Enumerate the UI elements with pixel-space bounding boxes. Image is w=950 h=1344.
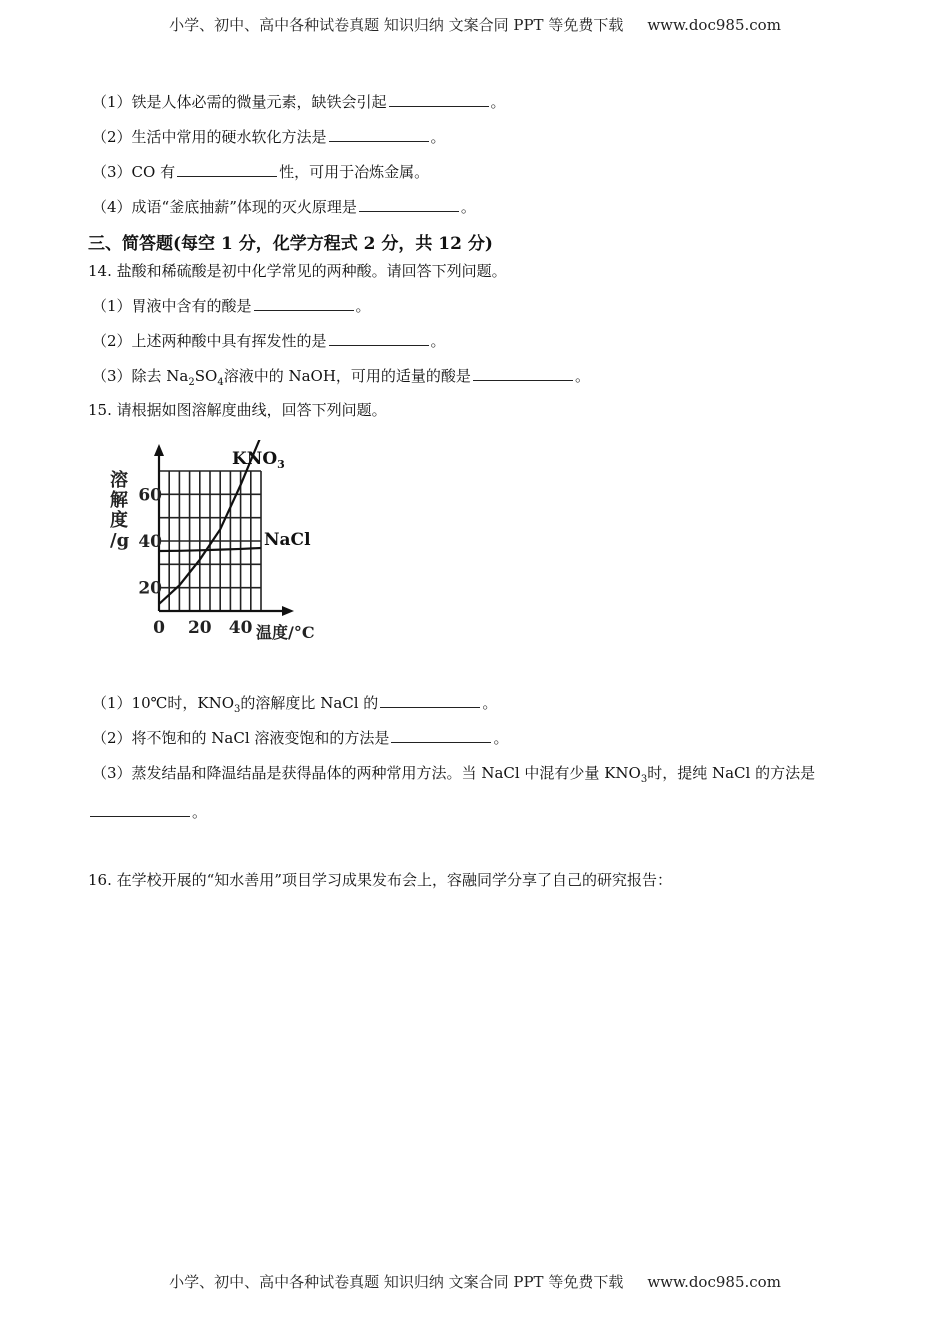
answer-blank[interactable] (380, 693, 480, 708)
series-label-kno3-subscript: 3 (277, 458, 285, 471)
q13-part3 (92, 161, 429, 182)
x-tick-label: 40 (228, 618, 253, 638)
answer-blank[interactable] (389, 92, 489, 107)
y-axis-arrow (154, 444, 164, 456)
y-tick-label: 20 (138, 578, 162, 599)
series-label-kno3: $KNO_3$ (232, 449, 285, 471)
q15-part1-end: 。 (482, 694, 498, 712)
header-text: 小学、初中、高中各种试卷真题 知识归纳 文案合同 PPT 等免费下载 (169, 16, 624, 34)
y-axis-label-char: /g (110, 530, 130, 551)
q13-part1-text: （1）铁是人体必需的微量元素，缺铁会引起 (92, 93, 387, 111)
q13-part3-end: 性，可用于冶炼金属。 (279, 163, 430, 181)
q14-part2-text: （2）上述两种酸中具有挥发性的是 (92, 332, 327, 350)
x-axis-arrow (282, 606, 294, 616)
y-axis-label-char: 解 (110, 490, 128, 511)
solubility-chart (104, 440, 344, 645)
q14-part3-text: （3）除去 Na (92, 367, 189, 385)
q15-part2-text: （2）将不饱和的 NaCl 溶液变饱和的方法是 (92, 729, 390, 747)
y-tick-label: 40 (138, 532, 162, 552)
subscript: 2 (188, 377, 195, 388)
q15-stem: 15. 请根据如图溶解度曲线，回答下列问题。 (88, 401, 387, 419)
q15-part3-text: （3）蒸发结晶和降温结晶是获得晶体的两种常用方法。当 NaCl 中混有少量 KNO (92, 764, 641, 782)
q14-part3 (92, 365, 590, 388)
x-tick-label: 20 (187, 618, 212, 638)
q13-part1 (92, 91, 506, 112)
q15-part3-end: 。 (192, 803, 208, 821)
answer-blank[interactable] (90, 802, 190, 817)
q14-part1-text: （1）胃液中含有的酸是 (92, 297, 252, 315)
q13-part3-text: （3）CO 有 (92, 163, 176, 181)
page-footer (0, 1271, 950, 1292)
q15-part2 (92, 727, 508, 748)
q13-part1-end: 。 (490, 93, 506, 111)
q13-part4 (92, 196, 476, 217)
subscript: 3 (640, 774, 648, 785)
q15-part3-continued (88, 801, 207, 822)
q13-part2 (92, 126, 446, 147)
y-axis-label-char: 溶 (110, 470, 128, 491)
q15-part1-text2: 的溶解度比 NaCl 的 (240, 694, 379, 712)
q14-part3-text2: 溶液中的 NaOH，可用的适量的酸是 (223, 367, 471, 385)
page-header (0, 14, 950, 35)
solubility-chart-svg (104, 440, 344, 645)
header-url[interactable]: www.doc985.com (647, 16, 781, 34)
q14-part1-end: 。 (355, 297, 371, 315)
answer-blank[interactable] (177, 162, 277, 177)
q14-part3-formula: SO (194, 367, 218, 385)
q15-part3 (92, 762, 815, 785)
q14-part2-end: 。 (430, 332, 446, 350)
answer-blank[interactable] (391, 728, 491, 743)
q13-part4-text: （4）成语“釜底抽薪”体现的灭火原理是 (92, 198, 357, 216)
q13-part4-end: 。 (460, 198, 476, 216)
q13-part2-end: 。 (430, 128, 446, 146)
q14-part3-end: 。 (574, 367, 590, 385)
q16-stem: 16. 在学校开展的“知水善用”项目学习成果发布会上，容融同学分享了自己的研究报告： (88, 871, 672, 889)
q15-part3-text2: 时，提纯 NaCl 的方法是 (647, 764, 816, 782)
q15-part1-text: （1）10℃时，KNO (92, 694, 235, 712)
subscript: 4 (217, 377, 224, 388)
answer-blank[interactable] (329, 127, 429, 142)
x-tick-label: 0 (153, 618, 165, 638)
q15-part1 (92, 692, 497, 715)
answer-blank[interactable] (473, 366, 573, 381)
y-tick-label: 60 (138, 485, 162, 506)
subscript: 3 (234, 704, 241, 715)
answer-blank[interactable] (329, 331, 429, 346)
footer-text: 小学、初中、高中各种试卷真题 知识归纳 文案合同 PPT 等免费下载 (169, 1273, 624, 1291)
footer-url[interactable]: www.doc985.com (647, 1273, 781, 1291)
series-label-nacl: NaCl (264, 530, 311, 550)
answer-blank[interactable] (359, 197, 459, 212)
q15-part2-end: 。 (493, 729, 509, 747)
q14-part2 (92, 330, 446, 351)
x-axis-label: 温度/°C (256, 623, 315, 642)
y-axis-label-char: 度 (110, 510, 128, 531)
q14-stem: 14. 盐酸和稀硫酸是初中化学常见的两种酸。请回答下列问题。 (88, 262, 507, 280)
section-title: 三、简答题(每空 1 分，化学方程式 2 分，共 12 分) (88, 234, 493, 254)
q13-part2-text: （2）生活中常用的硬水软化方法是 (92, 128, 327, 146)
answer-blank[interactable] (254, 296, 354, 311)
q14-part1 (92, 295, 371, 316)
